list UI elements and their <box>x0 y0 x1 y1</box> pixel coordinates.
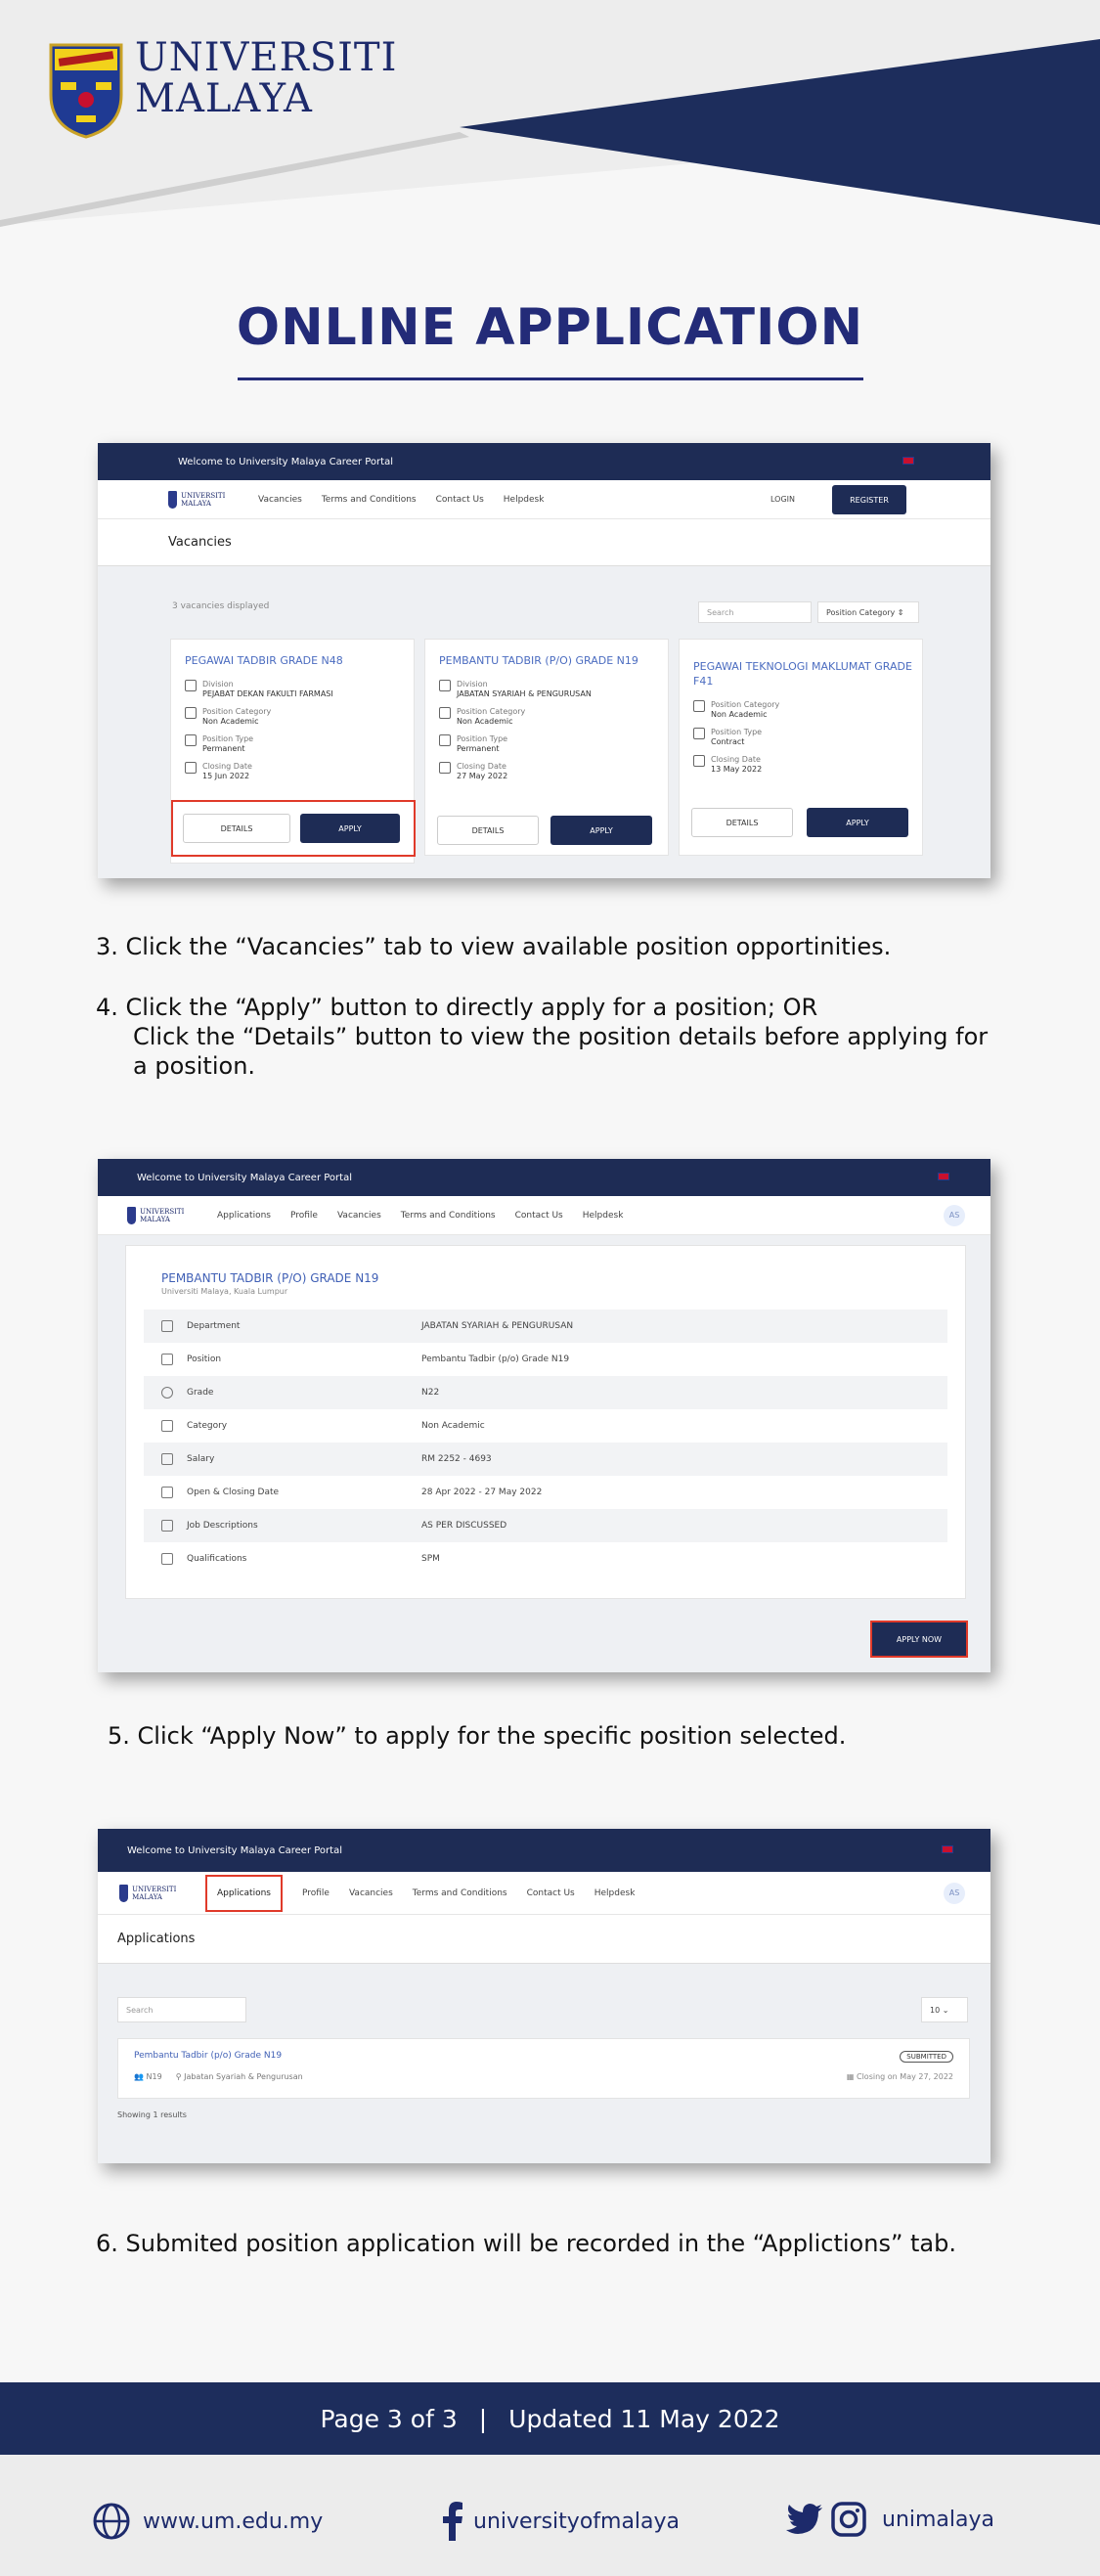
calendar-icon: ▦ <box>846 2072 855 2081</box>
building-icon <box>439 680 451 691</box>
application-title[interactable]: Pembantu Tadbir (p/o) Grade N19 <box>134 2051 283 2061</box>
job-location: Universiti Malaya, Kuala Lumpur <box>161 1287 288 1296</box>
nav-vacancies[interactable]: Vacancies <box>336 1210 381 1221</box>
row-key: Position Category <box>202 707 272 716</box>
row-value: Non Academic <box>711 710 768 719</box>
vacancy-count: 3 vacancies displayed <box>172 601 270 611</box>
flag-icon[interactable] <box>942 1845 953 1853</box>
step-4-text-line3: a position. <box>133 1052 256 1080</box>
nav-contact[interactable]: Contact Us <box>435 494 484 505</box>
vacancies-screenshot <box>98 443 990 878</box>
applications-heading: Applications <box>98 1915 990 1964</box>
detail-row <box>144 1310 947 1343</box>
row-key: Division <box>202 680 234 688</box>
results-count: Showing 1 results <box>117 2110 187 2119</box>
detail-row <box>144 1409 947 1443</box>
portal-logo-text: UNIVERSITI MALAYA <box>140 1207 185 1223</box>
details-button[interactable]: DETAILS <box>437 816 539 845</box>
job-title: PEMBANTU TADBIR (P/O) GRADE N19 <box>161 1271 379 1285</box>
details-button[interactable]: DETAILS <box>691 808 793 837</box>
detail-value: JABATAN SYARIAH & PENGURUSAN <box>421 1321 574 1331</box>
detail-label: Grade <box>187 1388 214 1398</box>
chevron-down-icon: ⌄ <box>942 2006 949 2015</box>
closing-date: Closing on May 27, 2022 <box>857 2072 953 2081</box>
calendar-icon <box>693 755 705 767</box>
vacancies-heading: Vacancies <box>98 519 990 566</box>
facebook-link[interactable] <box>442 2502 680 2541</box>
university-name <box>135 37 397 119</box>
briefcase-icon <box>161 1420 173 1432</box>
nav-profile[interactable]: Profile <box>289 1210 318 1221</box>
building-icon <box>161 1320 173 1332</box>
badge-check-icon <box>161 1387 173 1399</box>
user-avatar[interactable]: AS <box>944 1883 965 1904</box>
search-input[interactable]: Search <box>698 601 812 623</box>
detail-label: Position <box>187 1355 222 1364</box>
card-row <box>693 728 922 747</box>
location-pin-icon: ⚲ <box>175 2072 182 2081</box>
row-key: Position Category <box>711 700 780 709</box>
card-row <box>693 700 922 720</box>
crest-icon <box>119 1885 128 1902</box>
nav-contact[interactable]: Contact Us <box>526 1888 575 1898</box>
page-number: Page 3 of 3 <box>320 2404 458 2433</box>
portal-logo[interactable] <box>119 1883 182 1904</box>
detail-label: Job Descriptions <box>187 1521 258 1531</box>
nav-vacancies[interactable]: Vacancies <box>258 494 302 505</box>
building-icon <box>185 680 197 691</box>
vacancy-title[interactable]: PEGAWAI TADBIR GRADE N48 <box>185 654 343 667</box>
vacancy-card <box>679 639 923 856</box>
apply-button[interactable]: APPLY <box>300 814 400 843</box>
row-value: 13 May 2022 <box>711 765 763 774</box>
nav-terms[interactable]: Terms and Conditions <box>412 1888 507 1898</box>
step-4-text: 4. Click the “Apply” button to directly apply for a position; OR <box>96 994 818 1021</box>
footer-page-band <box>0 2382 1100 2455</box>
nav-terms[interactable]: Terms and Conditions <box>400 1210 496 1221</box>
application-meta <box>134 2072 303 2081</box>
money-icon <box>161 1453 173 1465</box>
welcome-text: Welcome to University Malaya Career Portal <box>178 456 393 467</box>
grade-value: N19 <box>146 2072 162 2081</box>
welcome-text: Welcome to University Malaya Career Portal <box>127 1844 342 1856</box>
university-name-line2: MALAYA <box>135 76 313 121</box>
nav-profile[interactable]: Profile <box>301 1888 330 1898</box>
briefcase-icon <box>439 707 451 719</box>
facebook-icon <box>442 2502 463 2541</box>
detail-row <box>144 1476 947 1509</box>
card-row <box>185 680 414 699</box>
welcome-text: Welcome to University Malaya Career Portal <box>137 1172 352 1183</box>
detail-label: Salary <box>187 1454 215 1464</box>
clipboard-check-icon <box>161 1553 173 1565</box>
briefcase-icon <box>693 728 705 739</box>
vacancy-card <box>170 639 415 864</box>
main-nav <box>98 1196 990 1235</box>
flag-icon[interactable] <box>902 457 914 465</box>
applications-screenshot <box>98 1829 990 2163</box>
vacancy-title[interactable]: PEGAWAI TEKNOLOGI MAKLUMAT GRADE F41 <box>693 660 912 688</box>
vacancies-panel <box>98 566 990 878</box>
row-key: Division <box>457 680 488 688</box>
briefcase-icon <box>185 734 197 746</box>
applications-panel <box>98 1964 990 2163</box>
detail-label: Category <box>187 1421 228 1431</box>
calendar-icon <box>439 762 451 774</box>
person-icon <box>161 1354 173 1365</box>
row-value: Contract <box>711 737 745 746</box>
users-icon: 👥 <box>134 2072 144 2081</box>
nav-applications[interactable]: Applications <box>217 1210 271 1221</box>
instagram-icon <box>831 2502 866 2537</box>
portal-top-bar <box>98 1829 990 1872</box>
card-row <box>439 680 668 699</box>
nav-applications[interactable]: Applications <box>205 1875 283 1912</box>
application-item[interactable] <box>117 2038 970 2099</box>
briefcase-icon <box>693 700 705 712</box>
card-row <box>185 707 414 727</box>
facebook-text: universityofmalaya <box>473 2509 681 2534</box>
website-link[interactable] <box>92 2502 323 2541</box>
detail-label: Open & Closing Date <box>187 1488 280 1497</box>
row-key: Closing Date <box>711 755 761 764</box>
department-value: Jabatan Syariah & Pengurusan <box>184 2072 303 2081</box>
nav-helpdesk[interactable]: Helpdesk <box>503 494 545 505</box>
grade-meta <box>134 2072 162 2081</box>
university-crest-logo <box>47 41 125 139</box>
portal-logo[interactable] <box>168 489 231 511</box>
card-row <box>185 734 414 754</box>
position-category-label: Position Category <box>826 608 896 617</box>
vacancy-title[interactable]: PEMBANTU TADBIR (P/O) GRADE N19 <box>439 654 638 667</box>
row-value: Permanent <box>202 744 245 753</box>
main-nav <box>98 1872 990 1915</box>
social-handle: unimalaya <box>882 2507 995 2532</box>
step-4-text-line2: Click the “Details” button to view the position details before applying for <box>133 1023 989 1050</box>
row-value: Non Academic <box>457 717 513 726</box>
main-nav <box>98 480 990 519</box>
social-links[interactable] <box>786 2502 994 2537</box>
position-details-screenshot <box>98 1159 990 1672</box>
page-title: ONLINE APPLICATION <box>236 298 864 357</box>
flag-icon[interactable] <box>938 1173 949 1180</box>
detail-row <box>144 1542 947 1576</box>
detail-value: AS PER DISCUSSED <box>421 1521 507 1531</box>
nav-terms[interactable]: Terms and Conditions <box>321 494 417 505</box>
apply-highlight-box <box>171 800 416 857</box>
briefcase-icon <box>185 707 197 719</box>
globe-icon <box>92 2502 131 2541</box>
details-table <box>144 1310 947 1576</box>
portal-logo[interactable] <box>127 1205 190 1226</box>
login-link[interactable]: LOGIN <box>770 495 795 504</box>
detail-label: Department <box>187 1321 241 1331</box>
department-meta <box>176 2072 303 2081</box>
detail-row <box>144 1509 947 1542</box>
portal-top-bar <box>98 443 990 480</box>
twitter-icon <box>786 2504 823 2535</box>
detail-value: Non Academic <box>421 1421 485 1431</box>
row-value: 27 May 2022 <box>457 772 508 780</box>
page-size-select[interactable] <box>921 1997 968 2022</box>
card-row <box>185 762 414 781</box>
portal-logo-text: UNIVERSITI MALAYA <box>181 491 226 508</box>
user-avatar[interactable]: AS <box>944 1205 965 1226</box>
apply-button[interactable]: APPLY <box>807 808 908 837</box>
row-key: Position Type <box>711 728 763 736</box>
vacancy-card <box>424 639 669 856</box>
card-row <box>693 755 922 775</box>
sort-icon: ⇕ <box>897 608 904 617</box>
nav-contact[interactable]: Contact Us <box>514 1210 563 1221</box>
row-key: Closing Date <box>202 762 252 771</box>
apply-now-button[interactable]: APPLY NOW <box>872 1622 966 1656</box>
row-value: 15 Jun 2022 <box>202 772 250 780</box>
detail-row <box>144 1376 947 1409</box>
portal-logo-text: UNIVERSITI MALAYA <box>132 1885 177 1901</box>
card-row <box>439 762 668 781</box>
detail-value: 28 Apr 2022 - 27 May 2022 <box>421 1488 543 1497</box>
row-value: Non Academic <box>202 717 259 726</box>
portal-top-bar <box>98 1159 990 1196</box>
row-key: Position Type <box>202 734 254 743</box>
crest-icon <box>127 1207 136 1224</box>
calendar-icon <box>185 762 197 774</box>
card-row <box>439 734 668 754</box>
nav-helpdesk[interactable]: Helpdesk <box>582 1210 624 1221</box>
step-5-text: 5. Click “Apply Now” to apply for the specific position selected. <box>108 1722 847 1750</box>
details-panel <box>98 1235 990 1672</box>
apply-button[interactable]: APPLY <box>550 816 652 845</box>
step-3-text: 3. Click the “Vacancies” tab to view available position opportinities. <box>96 933 892 960</box>
detail-value: SPM <box>421 1554 440 1564</box>
detail-label: Qualifications <box>187 1554 247 1564</box>
page-size-value: 10 <box>930 2006 941 2015</box>
nav-helpdesk[interactable]: Helpdesk <box>594 1888 636 1898</box>
search-input[interactable]: Search <box>117 1997 246 2022</box>
detail-value: Pembantu Tadbir (p/o) Grade N19 <box>421 1355 570 1364</box>
detail-value: RM 2252 - 4693 <box>421 1454 492 1464</box>
updated-date: Updated 11 May 2022 <box>508 2404 780 2433</box>
card-row <box>439 707 668 727</box>
website-text: www.um.edu.my <box>143 2509 324 2534</box>
crest-icon <box>168 491 177 509</box>
register-button[interactable]: REGISTER <box>832 485 906 514</box>
detail-value: N22 <box>421 1388 440 1398</box>
closing-meta <box>847 2072 953 2081</box>
clipboard-icon <box>161 1520 173 1532</box>
detail-row <box>144 1443 947 1476</box>
status-badge: SUBMITTED <box>900 2051 953 2063</box>
details-card <box>125 1245 966 1599</box>
row-value: Permanent <box>457 744 500 753</box>
row-key: Closing Date <box>457 762 506 771</box>
position-category-select[interactable] <box>817 601 919 623</box>
nav-vacancies[interactable]: Vacancies <box>348 1888 393 1898</box>
footer-separator: | <box>478 2404 488 2433</box>
row-value: JABATAN SYARIAH & PENGURUSAN <box>457 689 592 698</box>
step-6-text: 6. Submited position application will be recorded in the “Applictions” tab. <box>96 2230 956 2257</box>
detail-row <box>144 1343 947 1376</box>
title-underline <box>238 378 863 380</box>
university-name-line1: UNIVERSITI <box>135 35 398 80</box>
row-key: Position Type <box>457 734 508 743</box>
footer-links <box>0 2455 1100 2576</box>
row-value: PEJABAT DEKAN FAKULTI FARMASI <box>202 689 333 698</box>
calendar-icon <box>161 1487 173 1498</box>
details-button[interactable]: DETAILS <box>183 814 290 843</box>
row-key: Position Category <box>457 707 526 716</box>
briefcase-icon <box>439 734 451 746</box>
